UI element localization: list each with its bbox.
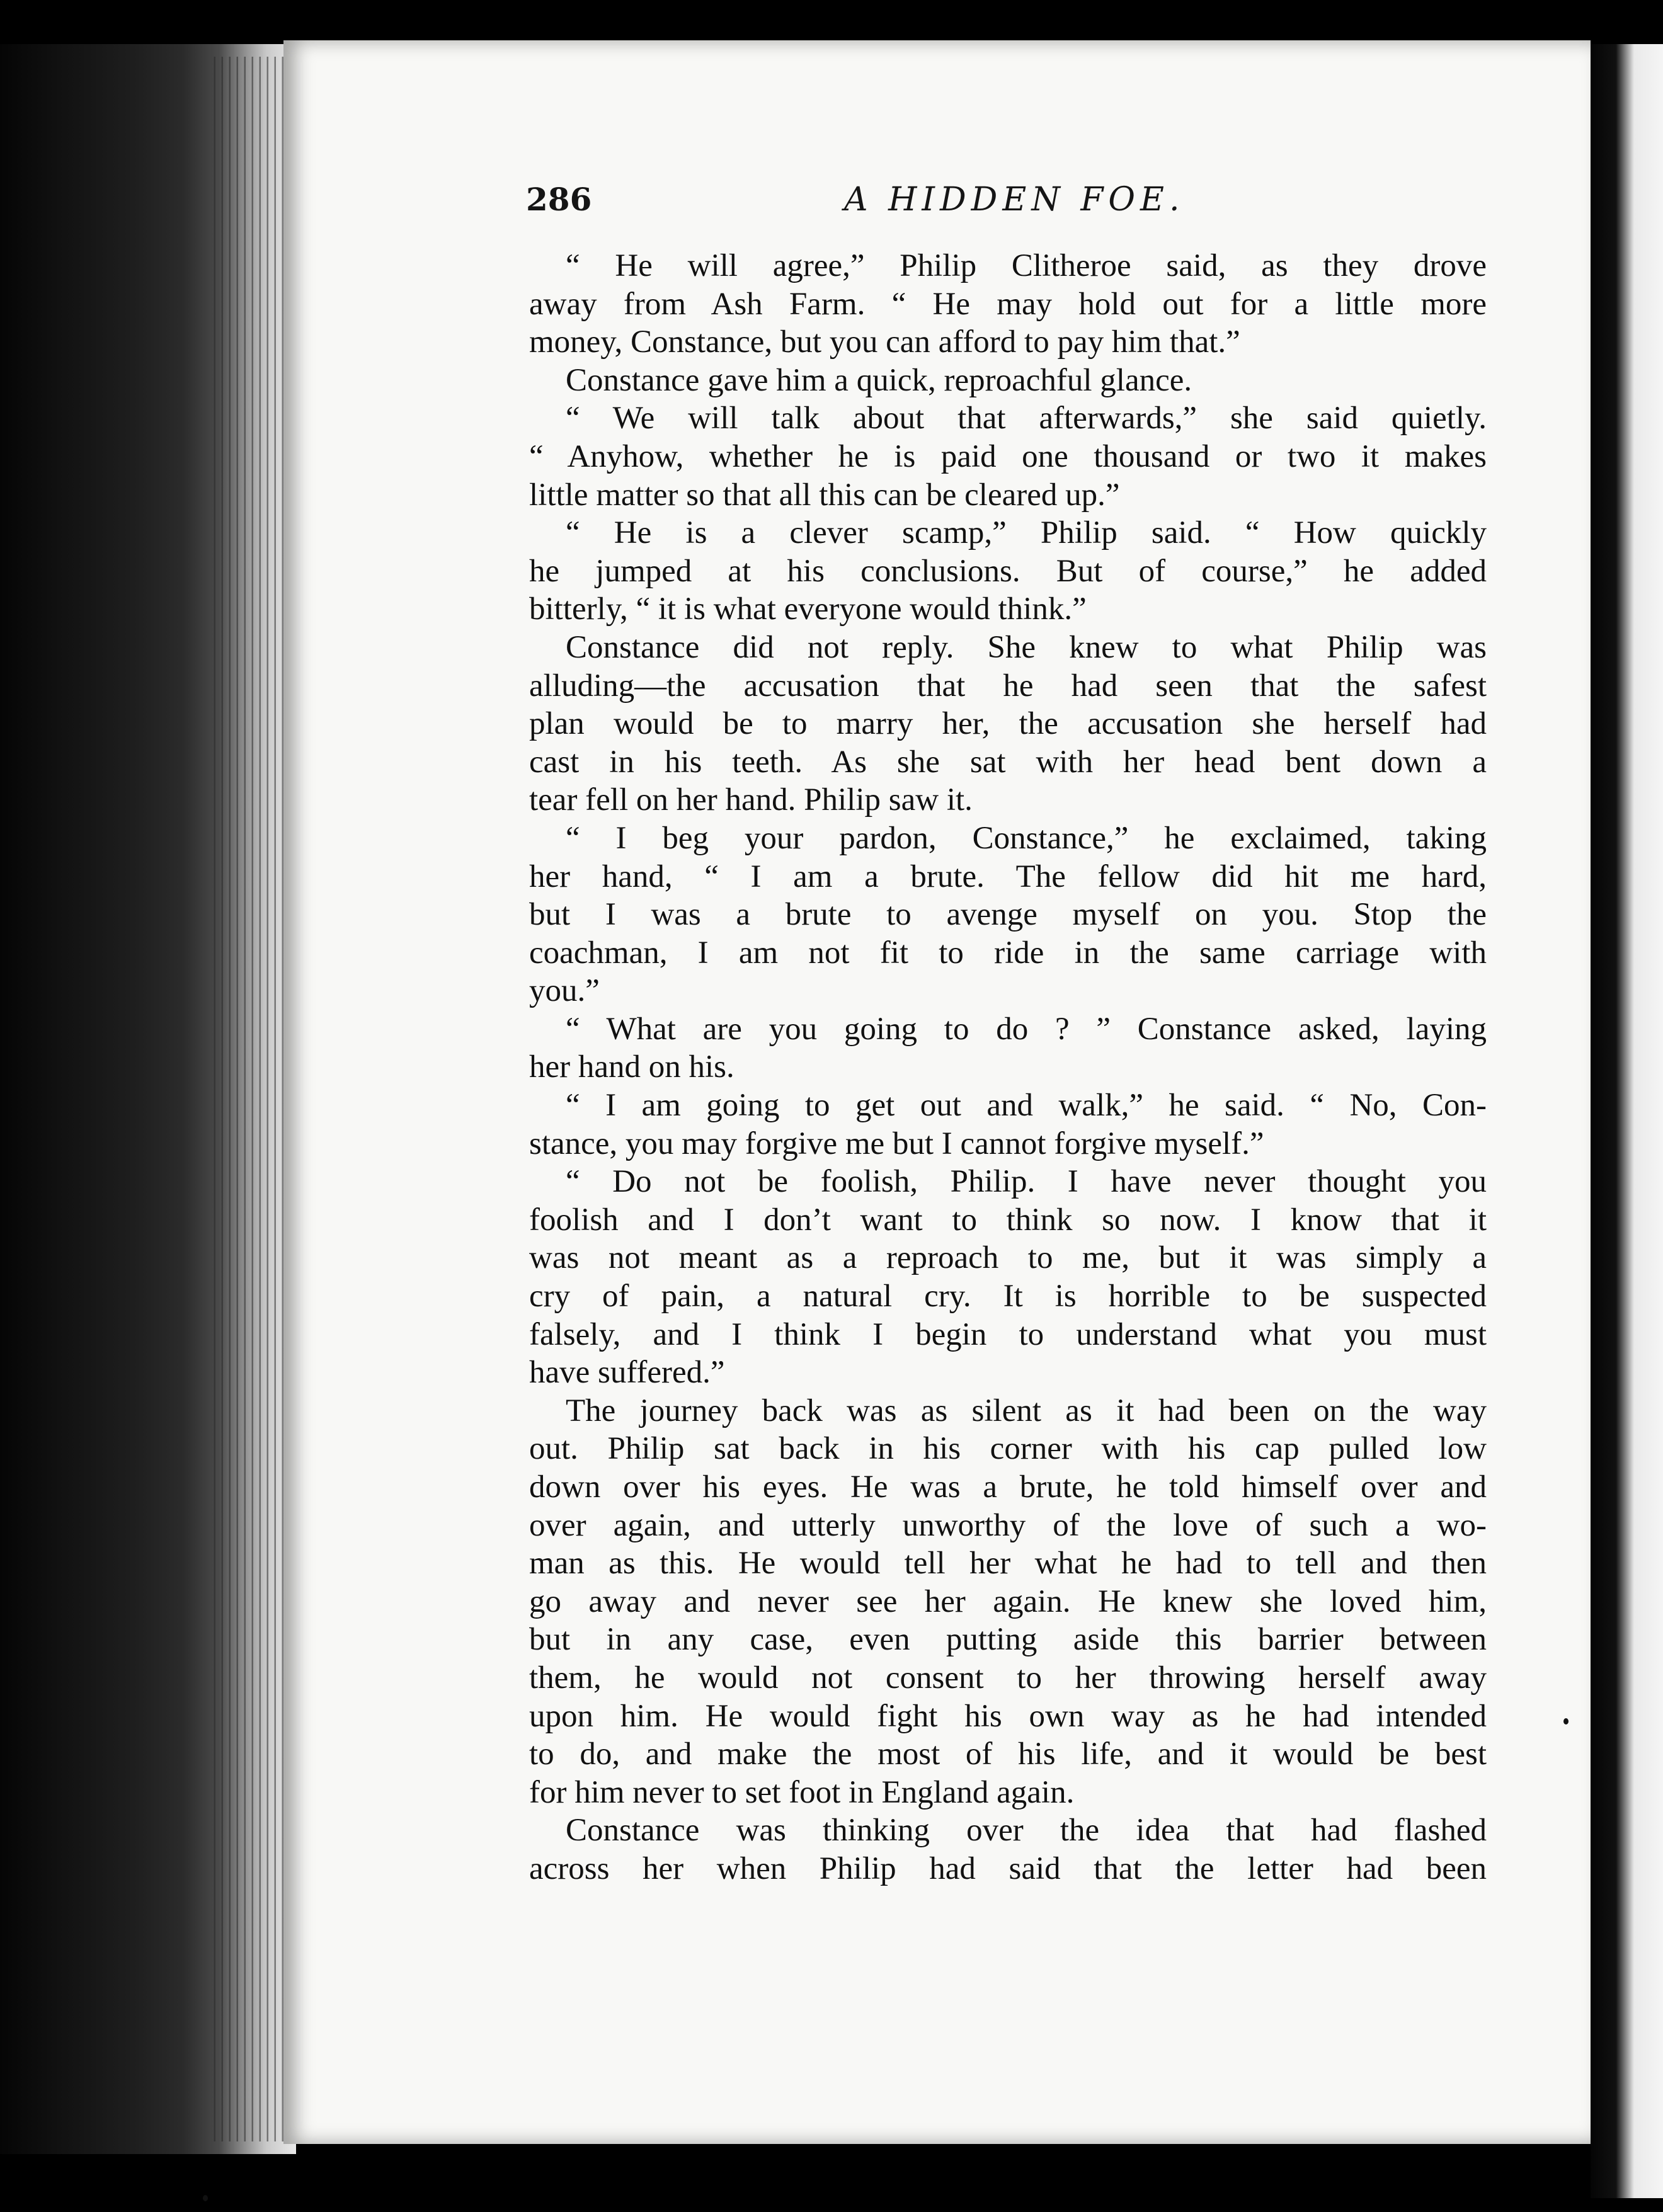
running-title: A HIDDEN FOE. xyxy=(844,181,1185,219)
text-line: have suffered.” xyxy=(529,1355,725,1391)
text-line: down over his eyes. He was a brute, he told himself over and xyxy=(529,1469,1487,1505)
text-line: upon him. He would fight his own way as he had intended xyxy=(529,1698,1487,1734)
text-line: to do, and make the most of his life, and it would be best xyxy=(529,1736,1487,1772)
page-stack-lines xyxy=(208,57,296,2141)
text-line: across her when Philip had said that the letter had been xyxy=(529,1850,1487,1886)
text-line: “ What are you going to do ? ” Constance asked, laying xyxy=(566,1011,1487,1047)
text-line: money, Constance, but you can afford to pay him that.” xyxy=(529,324,1240,360)
print-speck xyxy=(203,2195,208,2201)
text-line: Constance gave him a quick, reproachful glance. xyxy=(566,362,1192,398)
text-line: but in any case, even putting aside this barrier between xyxy=(529,1622,1487,1658)
text-line: coachman, I am not fit to ride in the same carriage with xyxy=(529,935,1487,971)
text-line: away from Ash Farm. “ He may hold out for a little more xyxy=(529,286,1487,322)
text-line: you.” xyxy=(529,973,600,1009)
page-number: 286 xyxy=(526,181,592,218)
text-line: over again, and utterly unworthy of the love of such a wo- xyxy=(529,1507,1487,1543)
text-line: tear fell on her hand. Philip saw it. xyxy=(529,782,973,818)
print-speck xyxy=(1563,1718,1569,1725)
text-line: Constance was thinking over the idea that had flashed xyxy=(566,1813,1487,1849)
text-line: plan would be to marry her, the accusation she herself had xyxy=(529,706,1487,742)
text-line: her hand, “ I am a brute. The fellow did hit me hard, xyxy=(529,858,1487,894)
text-line: her hand on his. xyxy=(529,1049,734,1085)
text-line: “ He will agree,” Philip Clitheroe said, as they drove xyxy=(566,248,1487,283)
text-line: man as this. He would tell her what he had to tell and then xyxy=(529,1546,1487,1582)
text-line: alluding—the accusation that he had seen that the safest xyxy=(529,668,1487,704)
text-line: stance, you may forgive me but I cannot forgive myself.” xyxy=(529,1126,1264,1161)
text-line: “ He is a clever scamp,” Philip said. “ How quickly xyxy=(566,515,1487,551)
text-line: was not meant as a reproach to me, but it was simply a xyxy=(529,1240,1487,1276)
text-line: for him never to set foot in England again. xyxy=(529,1774,1075,1810)
text-line: “ Do not be foolish, Philip. I have never thought you xyxy=(566,1164,1487,1200)
text-line: but I was a brute to avenge myself on you. Stop the xyxy=(529,897,1487,933)
text-line: “ I beg your pardon, Constance,” he exclaimed, taking xyxy=(566,820,1487,856)
text-line: The journey back was as silent as it had been on the way xyxy=(566,1393,1487,1428)
text-line: them, he would not consent to her throwing herself away xyxy=(529,1660,1487,1696)
text-line: little matter so that all this can be cleared up.” xyxy=(529,477,1120,513)
text-line: cast in his teeth. As she sat with her head bent down a xyxy=(529,744,1487,780)
text-line: out. Philip sat back in his corner with his cap pulled low xyxy=(529,1431,1487,1467)
text-line: Constance did not reply. She knew to what Philip was xyxy=(566,629,1487,665)
text-line: go away and never see her again. He knew she loved him, xyxy=(529,1583,1487,1619)
text-line: “ Anyhow, whether he is paid one thousand or two it makes xyxy=(529,438,1487,474)
text-line: foolish and I don’t want to think so now. I know that it xyxy=(529,1202,1487,1238)
text-line: falsely, and I think I begin to understand what you must xyxy=(529,1316,1487,1352)
body-text xyxy=(529,247,1487,1888)
text-line: cry of pain, a natural cry. It is horrible to be suspected xyxy=(529,1279,1487,1314)
text-line: bitterly, “ it is what everyone would think.” xyxy=(529,591,1087,627)
text-line: “ I am going to get out and walk,” he said. “ No, Con- xyxy=(566,1088,1487,1124)
text-line: he jumped at his conclusions. But of course,” he added xyxy=(529,553,1487,589)
text-line: “ We will talk about that afterwards,” she said quietly. xyxy=(566,401,1487,436)
facing-page-edge xyxy=(1591,44,1663,2198)
running-head xyxy=(526,178,1480,222)
